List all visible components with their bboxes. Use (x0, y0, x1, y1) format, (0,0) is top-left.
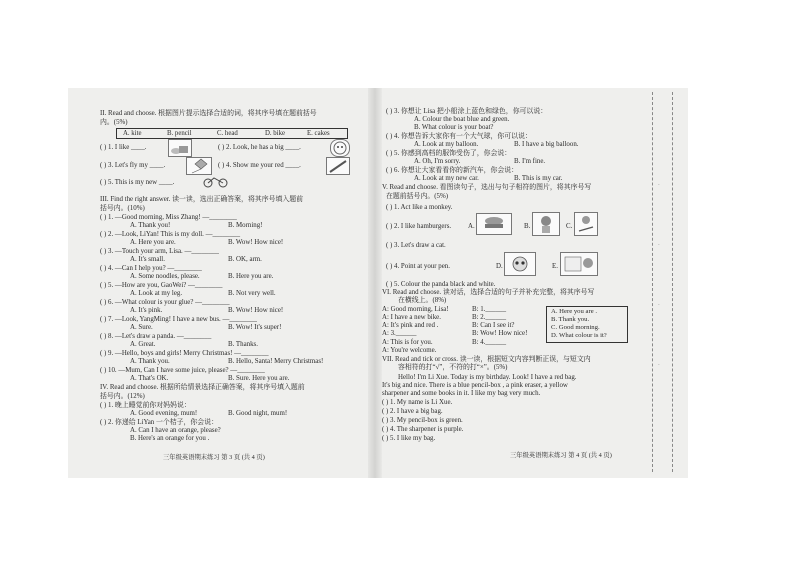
s5-q2: ( ) 2. I like hamburgers. (386, 223, 452, 230)
pic-label-a: A. (468, 223, 475, 230)
section-7-title-cont: 容相符的打“√”，不符的打“×”。(5%) (398, 364, 508, 371)
s3-q6-b: B. Wow! How nice! (228, 307, 284, 314)
bike-picture (202, 174, 230, 188)
section-3-title-cont: 括号内。(10%) (100, 205, 145, 212)
s3-q2: ( ) 2. —Look, LiYan! This is my doll. —________ (100, 231, 241, 238)
s3-q10-b: B. Sure. Here you are. (228, 375, 290, 382)
s4-q4: ( ) 4. 你想告诉大家你有一个大气球，你可以说： (386, 133, 532, 140)
section-6-title: VI. Read and choose. 读对话，选择合适的句子并补充完整，将其序号写 (382, 289, 595, 296)
page-3-footer: 三年级英语期末练习 第 3 页 (共 4 页) (163, 454, 265, 461)
s4-q3-b: B. What colour is your boat? (414, 124, 494, 131)
option-a: A. kite (123, 130, 142, 137)
s2-q2: ( ) 2. Look, he has a big ____. (218, 144, 301, 151)
passage-line-2: It's big and nice. There is a blue pencil-box , a pink eraser, a yellow (382, 382, 568, 389)
s3-q5: ( ) 5. —How are you, GaoWei? —________ (100, 282, 223, 289)
choice-c: C. Good morning. (551, 324, 600, 331)
s3-q8: ( ) 8. —Let's draw a panda. —________ (100, 333, 212, 340)
s3-q1-a: A. Thank you! (130, 222, 171, 229)
s4-q6: ( ) 6. 你想让大家看看你的新汽车，你会说： (386, 167, 519, 174)
passage-line-3: sharpener and some books in it. I like my bag very much. (382, 390, 541, 397)
dialogue-b5: B: 4.______ (472, 339, 507, 346)
section-4-title-cont: 括号内。(12%) (100, 393, 145, 400)
margin-mark-2: · (658, 242, 660, 248)
passage-line-1: Hello! I'm Li Xue. Today is my birthday. Look! I have a red bag. (398, 374, 577, 381)
s4-q1: ( ) 1. 晚上睡觉前你对妈妈说： (100, 402, 191, 409)
s3-q2-b: B. Wow! How nice! (228, 239, 284, 246)
s3-q3: ( ) 3. —Touch your arm, Lisa. —________ (100, 248, 219, 255)
s3-q6: ( ) 6. —What colour is your glue? —________ (100, 299, 230, 306)
s3-q2-a: A. Here you are. (130, 239, 176, 246)
monkey-picture (532, 212, 560, 236)
binding-margin (650, 92, 678, 472)
cakes-picture (168, 139, 192, 157)
s3-q8-a: A. Great. (130, 341, 156, 348)
s7-q1: ( ) 1. My name is Li Xue. (382, 399, 453, 406)
choice-a: A. Here you are . (551, 308, 598, 315)
dialogue-b2: B: 2.______ (472, 314, 507, 321)
s3-q4: ( ) 4. —Can I help you? —________ (100, 265, 202, 272)
s5-q4: ( ) 4. Point at your pen. (386, 263, 450, 270)
answer-choices-box (546, 306, 628, 343)
option-d: D. bike (265, 130, 286, 137)
s5-q1: ( ) 1. Act like a monkey. (386, 204, 453, 211)
s4-q5-b: B. I'm fine. (514, 158, 546, 165)
s4-q2-b: B. Here's an orange for you . (130, 435, 210, 442)
s3-q5-a: A. Look at my leg. (130, 290, 183, 297)
dialogue-b4: B: Wow! How nice! (472, 330, 528, 337)
page-4 (380, 88, 688, 478)
scanned-exam-spread (68, 88, 688, 478)
pic-label-e: E. (552, 263, 558, 270)
s2-q5: ( ) 5. This is my new ____. (100, 179, 175, 186)
s4-q4-a: A. Look at my balloon. (414, 141, 479, 148)
dialogue-b1: B: 1.______ (472, 306, 507, 313)
s3-q7-a: A. Sure. (130, 324, 153, 331)
s3-q9: ( ) 9. —Hello, boys and girls! Merry Christmas! —________ (100, 350, 269, 357)
s5-q3: ( ) 3. Let's draw a cat. (386, 242, 446, 249)
s3-q7-b: B. Wow! It's super! (228, 324, 282, 331)
s4-q5-a: A. Oh, I'm sorry. (414, 158, 461, 165)
s5-q5: ( ) 5. Colour the panda black and white. (386, 281, 496, 288)
pic-label-c: C. (566, 223, 573, 230)
section-2-title-cont: 内。(5%) (100, 119, 128, 126)
dialogue-a1: A: Good morning, Lisa! (382, 306, 449, 313)
section-2-title: II. Read and choose. 根据图片提示选择合适的词，将其序号填在题前括号 (100, 110, 317, 117)
pic-label-d: D. (496, 263, 503, 270)
dialogue-a4: A: 3.______ (382, 330, 417, 337)
cut-line-right (672, 92, 673, 472)
s3-q4-b: B. Here you are. (228, 273, 274, 280)
margin-mark-1: · (658, 182, 660, 188)
kite-picture (186, 157, 212, 175)
word-options-box (116, 128, 348, 139)
panda-picture (504, 252, 536, 276)
margin-mark-3: · (658, 302, 660, 308)
s4-q6-a: A. Look at my new car. (414, 175, 479, 182)
s4-q1-a: A. Good evening, mum! (130, 410, 198, 417)
s4-q2-a: A. Can I have an orange, please? (130, 427, 221, 434)
choice-b: B. Thank you. (551, 316, 590, 323)
s7-q2: ( ) 2. I have a big bag. (382, 408, 443, 415)
dialogue-a3: A: It's pink and red . (382, 322, 439, 329)
s3-q10-a: A. That's OK. (130, 375, 169, 382)
option-c: C. head (217, 130, 238, 137)
s4-q3: ( ) 3. 你想让 Lisa 把小船涂上蓝色和绿色，你可以说： (386, 108, 548, 115)
pencil-picture (326, 157, 350, 175)
section-7-title: VII. Read and tick or cross. 读一读，根据短文内容判断正误，与短文内 (382, 356, 591, 363)
s3-q9-b: B. Hello, Santa! Merry Christmas! (228, 358, 324, 365)
s2-q4: ( ) 4. Show me your red ____. (218, 162, 301, 169)
option-e: E. cakes (307, 130, 330, 137)
dialogue-b3: B: Can I see it? (472, 322, 515, 329)
hamburger-picture (476, 213, 512, 235)
page-4-footer: 三年级英语期末练习 第 4 页 (共 4 页) (510, 452, 612, 459)
s2-q3: ( ) 3. Let's fly my ____. (100, 162, 166, 169)
head-picture (330, 139, 350, 157)
section-3-title: III. Find the right answer. 读一读，选出正确答案，将其序号填入题前 (100, 196, 304, 203)
s3-q7: ( ) 7. —Look, YangMing! I have a new bus. —________ (100, 316, 257, 323)
cut-line-left (652, 92, 653, 472)
section-5-title: V. Read and choose. 看图读句子，选出与句子相符的图片，将其序号写 (382, 184, 592, 191)
s7-q3: ( ) 3. My pencil-box is green. (382, 417, 463, 424)
s7-q4: ( ) 4. The sharpener is purple. (382, 426, 464, 433)
s3-q3-b: B. OK, arm. (228, 256, 262, 263)
dialogue-a2: A: I have a new bike. (382, 314, 441, 321)
section-5-title-cont: 在题前括号内。(5%) (386, 193, 449, 200)
s2-q1: ( ) 1. I like ____. (100, 144, 147, 151)
s3-q4-a: A. Some noodles, please. (130, 273, 200, 280)
section-6-title-cont: 在横线上。(8%) (398, 297, 447, 304)
s3-q5-b: B. Not very well. (228, 290, 276, 297)
page-3 (68, 88, 368, 478)
s3-q8-b: B. Thanks. (228, 341, 258, 348)
option-b: B. pencil (167, 130, 192, 137)
s3-q1-b: B. Morning! (228, 222, 263, 229)
s4-q3-a: A. Colour the boat blue and green. (414, 116, 510, 123)
s7-q5: ( ) 5. I like my bag. (382, 435, 436, 442)
s3-q10: ( ) 10. —Mum, Can I have some juice, please? —________ (100, 367, 265, 374)
s3-q3-a: A. It's small. (130, 256, 165, 263)
pen-pointing-picture (574, 212, 598, 236)
dialogue-a6: A: You're welcome. (382, 347, 437, 354)
choice-d: D. What colour is it? (551, 332, 607, 339)
section-4-title: IV. Read and choose. 根据所给情景选择正确答案，将其序号填入题前 (100, 384, 305, 391)
draw-cat-picture (560, 252, 598, 276)
s4-q1-b: B. Good night, mum! (228, 410, 288, 417)
s4-q2: ( ) 2. 你递给 LiYan 一个桔子，你会说： (100, 419, 218, 426)
pic-label-b: B. (524, 223, 531, 230)
s4-q5: ( ) 5. 你感到高档的服饰受伤了，你会说： (386, 150, 512, 157)
s4-q6-b: B. This is my car. (514, 175, 563, 182)
s3-q6-a: A. It's pink. (130, 307, 163, 314)
dialogue-a5: A: This is for you. (382, 339, 433, 346)
s3-q9-a: A. Thank you. (130, 358, 170, 365)
s3-q1: ( ) 1. —Good morning, Miss Zhang! —________ (100, 214, 237, 221)
s4-q4-b: B. I have a big balloon. (514, 141, 579, 148)
margin-mark-4: · (658, 362, 660, 368)
